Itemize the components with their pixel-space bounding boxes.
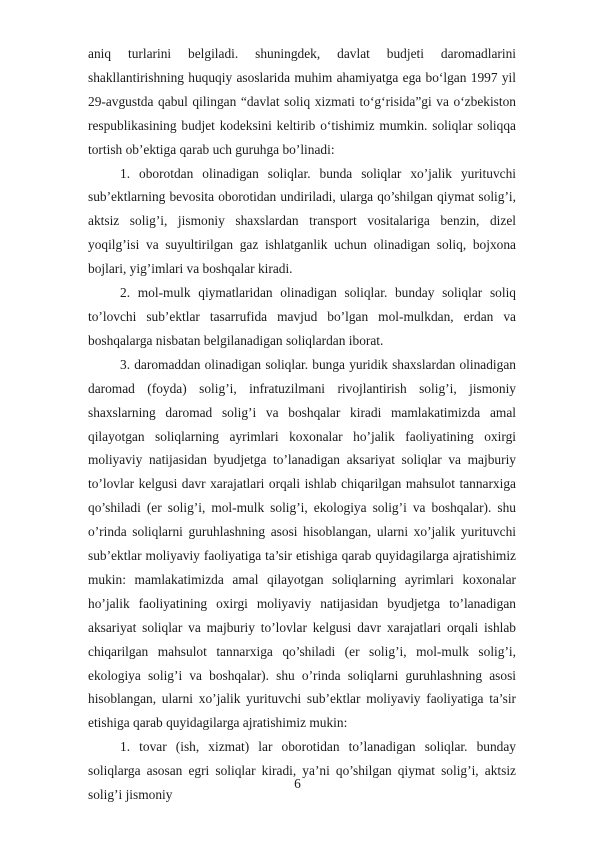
paragraph-income-taxes: 3. daromaddan olinadigan soliqlar. bunga yuridik shaxslardan olinadigan daromad (foyda) solig’i, infratuzilmani rivojlantirish solig’i, jismoniy shaxslarning daromad solig’i va boshqalar kiradi mamlakatimizda amal qilayotgan soliqlarning ayrimlari koxonalar ho’jalik faoliyatining oxirgi moliyaviy natijasidan byudjetga to’lanadigan aksariyat soliqlar va majburiy to’lovlar kelgusi davr xarajatlari orqali ishlab chiqarilgan mahsulot tannarxiga qo’shiladi (er solig’i, mol-mulk solig’i, ekologiya solig’i va boshqalar). shu o’rinda soliqlarni guruhlashning asosi hisoblangan, ularni xo’jalik yurituvchi sub’ektlar moliyaviy faoliyatiga ta’sir etishiga qarab quyidagilarga ajratishimiz mukin: mamlakatimizda amal qilayotgan soliqlarning ayrimlari koxonalar ho’jalik faoliyatining oxirgi moliyaviy natijasidan byudjetga to’lanadigan aksariyat soliqlar va majburiy to’lovlar kelgusi davr xarajatlari orqali ishlab chiqarilgan mahsulot tannarxiga qo’shiladi (er solig’i, mol-mulk solig’i, ekologiya solig’i va boshqalar). shu o’rinda soliqlarni guruhlashning asosi hisoblangan, ularni xo’jalik yurituvchi sub’ektlar moliyaviy faoliyatiga ta’sir etishiga qarab quyidagilarga ajratishimiz mukin: <box>88 356 516 731</box>
paragraph-turnover-taxes: 1. oborotdan olinadigan soliqlar. bunda soliqlar xo’jalik yurituvchi sub’ektlarning bevosita oborotidan undiriladi, ularga qo’shilgan qiymat solig’i, aktsiz solig’i, jismoniy shaxslardan transport vositalariga benzin, dizel yoqilg’isi va suyultirilgan gaz ishlatganlik uchun olinadigan soliq, bojxona bojlari, yig’imlari va boshqalar kiradi. <box>88 165 516 277</box>
page-number: 6 <box>294 776 301 791</box>
document-page <box>88 42 516 807</box>
paragraph-property-taxes: 2. mol-mulk qiymatlaridan olinadigan soliqlar. bunday soliqlar soliq to’lovchi sub’ektlar tasarrufida mavjud bo’lgan mol-mulkdan, erdan va boshqalarga nisbatan belgilanadigan soliqlardan iborat. <box>88 285 516 348</box>
paragraph-goods-turnover-taxes: 1. tovar (ish, xizmat) lar oborotidan to’lanadigan soliqlar. bunday soliqlarga asosan egri soliqlar kiradi, ya’ni qo’shilgan qiymat solig’i, aktsiz solig’i jismoniy <box>88 739 516 803</box>
paragraph-intro: aniq turlarini belgiladi. shuningdek, davlat budjeti daromadlarini shakllantirishning huquqiy asoslarida muhim ahamiyatga ega bo‘lgan 1997 yil 29-avgustda qabul qilingan “davlat soliq xizmati to‘g‘risida”gi va o‘zbekiston respublikasining budjet kodeksini keltirib o‘tishimiz mumkin. soliqlar soliqqa tortish ob’ektiga qarab uch guruhga bo’linadi: <box>88 46 516 157</box>
